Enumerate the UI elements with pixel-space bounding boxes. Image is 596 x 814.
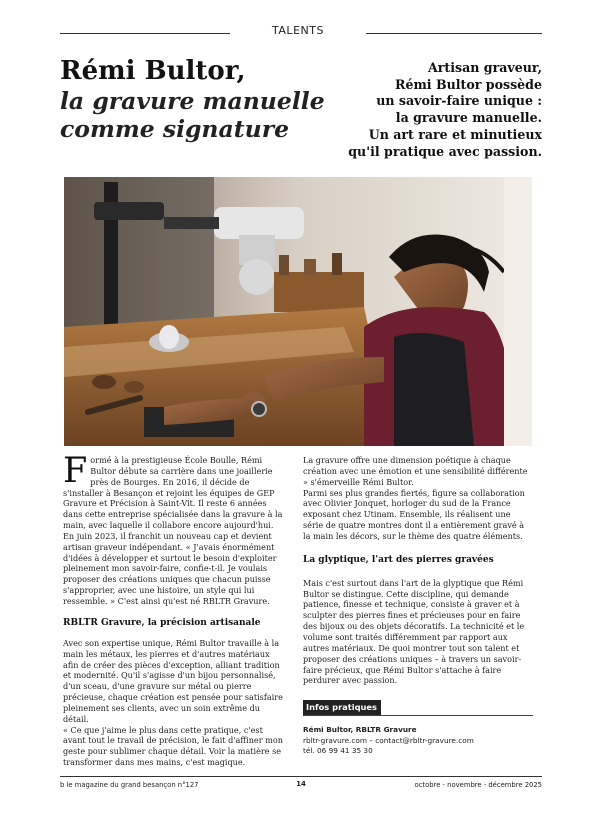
intro-line: la gravure manuelle. bbox=[395, 110, 542, 126]
page-number-text: 14 bbox=[292, 780, 310, 788]
practical-info-box bbox=[303, 686, 533, 756]
footer-magazine: b le magazine du grand besançon n°127 bbox=[60, 781, 199, 789]
info-name: Rémi Bultor, RBLTR Gravure bbox=[303, 725, 417, 735]
article-photo bbox=[64, 177, 532, 446]
paragraph: La gravure offre une dimension poétique à chaque création avec une émotion et une sensibilité différente » s'émerveille Rémi Bultor. bbox=[303, 455, 528, 487]
intro-line: un savoir-faire unique : bbox=[376, 93, 542, 109]
footer-issue-date: octobre - novembre - décembre 2025 bbox=[414, 781, 542, 789]
title-name: Rémi Bultor, bbox=[60, 56, 246, 86]
rubric-label: TALENTS bbox=[272, 24, 324, 37]
title-line-3: comme signature bbox=[60, 114, 290, 143]
article-title bbox=[60, 58, 350, 143]
engraver-workshop-photo bbox=[64, 177, 532, 446]
paragraph-text: ormé à la prestigieuse École Boulle, Rémi Bultor débute sa carrière dans une joaillerie près de Bourges. En 2016, il décide de s'installer à Besançon et rejoint les équipes de GEP Gravure et Précision à Saint-Vit. Il reste 6 années dans cette entreprise spécialisée dans la gravure à la main, avec laquelle il collabore encore aujourd'hui. bbox=[63, 455, 283, 531]
practical-info-rule bbox=[303, 715, 533, 716]
paragraph: En juin 2023, il franchit un nouveau cap et devient artisan graveur indépendant. « J'avais énormément d'idées à développer et surtout le besoin d'exploiter pleinement mon savoir-faire, confie-t-il. Je voulais proposer des créations uniques que chacun puisse s'approprier, avec une histoire, un style qui lui ressemble. » C'est ainsi qu'est né RBLTR Gravure. bbox=[63, 530, 277, 606]
article-intro bbox=[332, 60, 542, 160]
paragraph: Mais c'est surtout dans l'art de la glyptique que Rémi Bultor se distingue. Cette discipline, qui demande patience, finesse et technique, consiste à graver et à sculpter des pierres fines et précieuses pour en faire des bijoux ou des objets décoratifs. La technicité et le volume sont traités différemment par rapport aux autres matériaux. De quoi montrer tout son talent et proposer des créations uniques – à travers un savoir-faire précieux, que Rémi Bultor s'attache à faire perdurer avec passion. bbox=[303, 577, 525, 686]
intro-line: qu'il pratique avec passion. bbox=[348, 143, 542, 159]
paragraph: Parmi ses plus grandes fiertés, figure sa collaboration avec Olivier Jonquet, horloger du sud de la France exposant chez Utinam. Ensemble, ils réalisent une série de quatre montres dont il a entièrement gravé à la main les décors, sur le thème des quatre éléments. bbox=[303, 487, 525, 541]
intro-line: Rémi Bultor possède bbox=[394, 76, 542, 92]
paragraph bbox=[63, 451, 287, 531]
rubric-rule-right bbox=[366, 33, 542, 34]
practical-info-heading: Infos pratiques bbox=[303, 700, 381, 715]
rubric-rule-left bbox=[60, 33, 230, 34]
article-column-left bbox=[63, 451, 287, 768]
paragraph: Avec son expertise unique, Rémi Bultor travaille à la main les métaux, les pierres et d'autres matériaux afin de créer des pièces d'exception, alliant tradition et modernité. Qu'il s'agisse d'un bijou personnalisé, d'un sceau, d'une gravure sur métal ou pierre précieuse, chaque création est pensée pour satisfaire pleinement ses clients, avec un soin extrême du détail. bbox=[63, 637, 283, 724]
intro-line: Artisan graveur, bbox=[428, 60, 542, 75]
info-phone[interactable]: tél. 06 99 41 35 30 bbox=[303, 746, 373, 756]
practical-info-lines bbox=[303, 725, 533, 756]
page-footer bbox=[60, 776, 542, 796]
info-contact[interactable]: rbltr-gravure.com – contact@rbltr-gravure.com bbox=[303, 735, 474, 745]
paragraph: « Ce que j'aime le plus dans cette pratique, c'est avant tout le travail de précision, le fait d'affiner mon geste pour sublimer chaque détail. Voir la matière se transformer dans mes mains, c'est magique. bbox=[63, 724, 283, 768]
title-line-2: la gravure manuelle bbox=[60, 87, 325, 115]
drop-cap: F bbox=[63, 451, 88, 491]
article-column-right bbox=[303, 455, 533, 756]
intro-line: Un art rare et minutieux bbox=[368, 126, 542, 142]
section-heading: La glyptique, l'art des pierres gravées bbox=[303, 554, 494, 565]
section-rubric bbox=[0, 24, 596, 42]
section-heading: RBLTR Gravure, la précision artisanale bbox=[63, 617, 261, 628]
